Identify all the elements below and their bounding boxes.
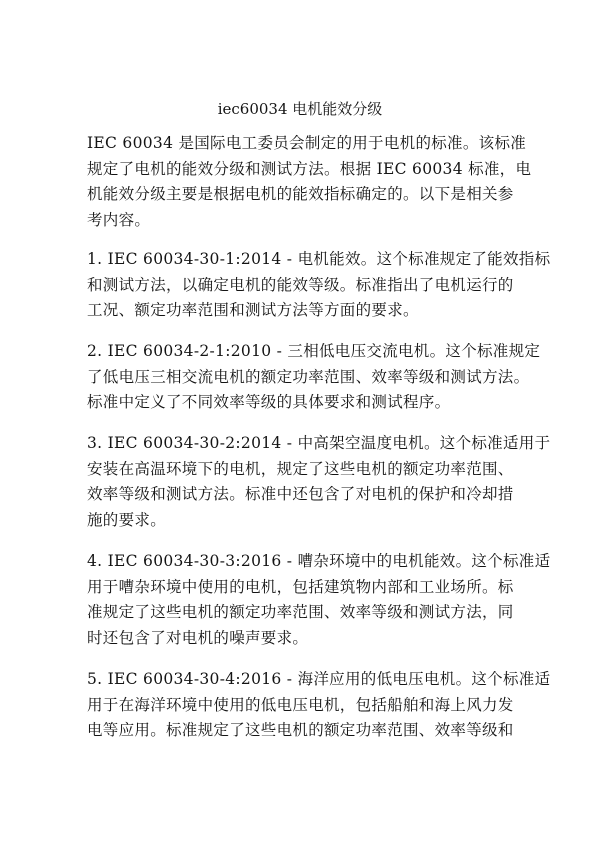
item-line: 电等应用。标准规定了这些电机的额定功率范围、效率等级和 — [87, 721, 514, 739]
item-line: 标准中定义了不同效率等级的具体要求和测试程序。 — [87, 393, 451, 411]
item-line: 1. IEC 60034-30-1:2014 - 电机能效。这个标准规定了能效指标 — [87, 250, 551, 268]
item-line: 效率等级和测试方法。标准中还包含了对电机的保护和冷却措 — [87, 485, 514, 503]
item-line: 用于嘈杂环境中使用的电机，包括建筑物内部和工业场所。标 — [87, 577, 514, 596]
item-line: 了低电压三相交流电机的额定功率范围、效率等级和测试方法。 — [87, 367, 530, 386]
item-line: 安装在高温环境下的电机，规定了这些电机的额定功率范围、 — [87, 459, 514, 478]
item-line: 4. IEC 60034-30-3:2016 - 嘈杂环境中的电机能效。这个标准适 — [87, 552, 551, 570]
item-line: 准规定了这些电机的额定功率范围、效率等级和测试方法，同 — [87, 603, 514, 621]
standard-item-4 — [87, 549, 551, 651]
item-line: 3. IEC 60034-30-2:2014 - 中高架空温度电机。这个标准适用于 — [87, 434, 551, 452]
standard-item-3 — [87, 431, 551, 533]
intro-line: 考内容。 — [87, 210, 151, 229]
item-line: 和测试方法，以确定电机的能效等级。标准指出了电机运行的 — [87, 275, 514, 294]
item-line: 工况、额定功率范围和测试方法等方面的要求。 — [87, 301, 419, 319]
item-line: 5. IEC 60034-30-4:2016 - 海洋应用的低电压电机。这个标准适 — [87, 670, 551, 688]
item-line: 2. IEC 60034-2-1:2010 - 三相低电压交流电机。这个标准规定 — [87, 342, 541, 360]
item-line: 时还包含了对电机的噪声要求。 — [87, 628, 309, 647]
item-line: 施的要求。 — [87, 510, 167, 529]
intro-line: IEC 60034 是国际电工委员会制定的用于电机的标准。该标准 — [87, 134, 527, 152]
standard-item-5 — [87, 667, 551, 744]
standard-item-1 — [87, 247, 551, 324]
document-title: iec60034 电机能效分级 — [217, 100, 383, 118]
item-line: 用于在海洋环境中使用的低电压电机，包括船舶和海上风力发 — [87, 695, 514, 714]
standard-item-2 — [87, 339, 541, 416]
intro-paragraph — [87, 131, 532, 233]
intro-line: 规定了电机的能效分级和测试方法。根据 IEC 60034 标准，电 — [87, 159, 532, 178]
intro-line: 机能效分级主要是根据电机的能效指标确定的。以下是相关参 — [87, 185, 514, 203]
